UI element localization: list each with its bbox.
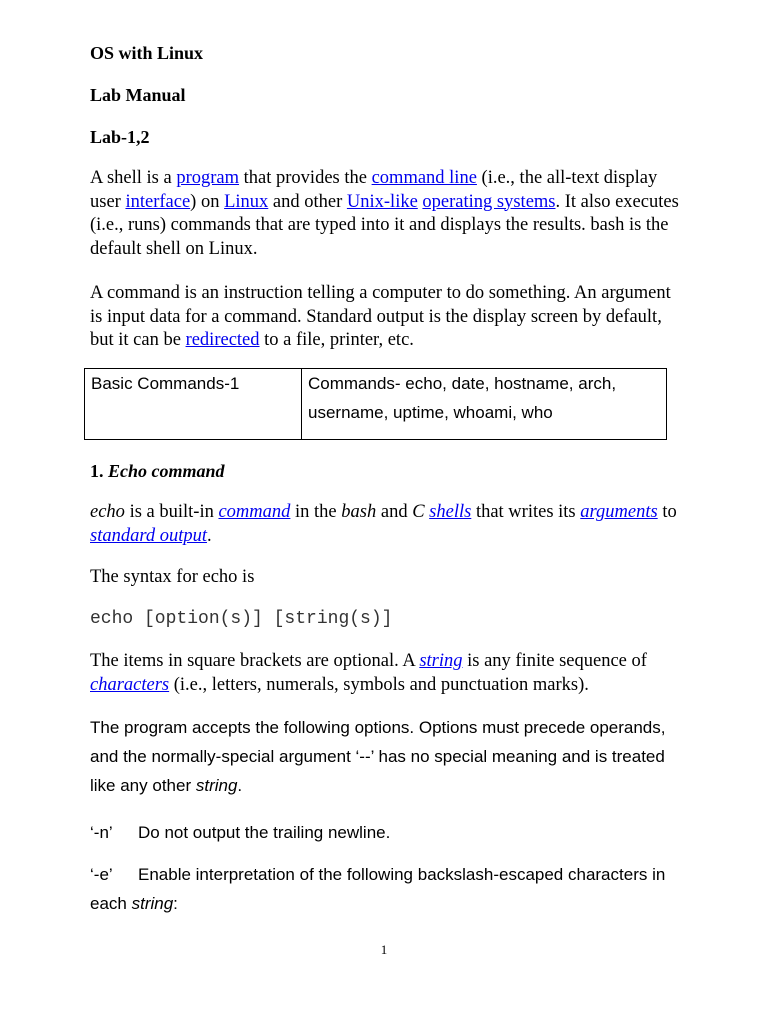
text-run: is a built-in bbox=[124, 502, 219, 522]
table-cell-commands: Commands- echo, date, hostname, arch, username, uptime, whoami, who bbox=[302, 369, 667, 440]
section-heading-echo bbox=[90, 460, 680, 482]
link-command[interactable]: command bbox=[218, 502, 291, 522]
link-program[interactable]: program bbox=[176, 168, 240, 188]
option-n-desc: Do not output the trailing newline. bbox=[138, 823, 391, 842]
option-e-desc: Enable interpretation of the following backslash-escaped characters in each bbox=[90, 865, 666, 913]
manual-title: Lab Manual bbox=[90, 85, 186, 105]
text-run: (i.e., letters, numerals, symbols and punctuation marks). bbox=[169, 674, 589, 695]
basic-commands-table bbox=[84, 368, 667, 440]
text-run: : bbox=[173, 894, 178, 913]
text-run: (i.e., the all-text display user bbox=[90, 168, 658, 212]
section-number: 1. bbox=[90, 461, 108, 481]
text-run: echo bbox=[90, 502, 125, 522]
link-command-line[interactable]: command line bbox=[371, 168, 477, 188]
text-run: is any finite sequence of bbox=[462, 651, 647, 671]
page-number: 1 bbox=[380, 942, 388, 957]
link-standard-output[interactable]: standard output bbox=[90, 525, 208, 546]
table-row bbox=[85, 369, 667, 440]
link-string[interactable]: string bbox=[419, 651, 463, 671]
text-run: . bbox=[237, 776, 243, 795]
text-run: A command is an instruction telling a computer to do something. An argument is input data for a command. Standard output is the display screen by default, but it can be bbox=[90, 283, 671, 350]
syntax-intro: The syntax for echo is bbox=[90, 567, 255, 587]
option-e-item bbox=[90, 860, 680, 918]
text-run: . bbox=[207, 525, 212, 546]
option-n-item bbox=[90, 818, 680, 847]
text-run: in the bbox=[290, 502, 342, 522]
text-run: . It also executes (i.e., runs) commands that are typed into it and displays the results. bash is the default shell on Linux. bbox=[90, 191, 679, 259]
text-run: that writes its bbox=[471, 502, 581, 522]
option-e-key: ‘-e’ bbox=[90, 865, 113, 884]
text-run: to bbox=[657, 502, 677, 522]
link-redirected[interactable]: redirected bbox=[185, 330, 260, 350]
link-arguments[interactable]: arguments bbox=[580, 502, 658, 522]
options-paragraph bbox=[90, 713, 680, 800]
syntax-code: echo [option(s)] [string(s)] bbox=[90, 609, 393, 629]
option-n-key: ‘-n’ bbox=[90, 823, 113, 842]
table-cell-category: Basic Commands-1 bbox=[85, 369, 302, 440]
text-run: C bbox=[412, 502, 425, 522]
text-run: and other bbox=[268, 191, 347, 212]
course-title: OS with Linux bbox=[90, 43, 204, 63]
command-paragraph bbox=[90, 282, 680, 353]
text-run: ) on bbox=[190, 191, 225, 212]
link-unix-like[interactable]: Unix-like bbox=[346, 191, 418, 212]
text-run: The program accepts the following options. Options must precede operands, and the normally-special argument ‘--’ has no special meaning and is treated like any other bbox=[90, 718, 666, 795]
link-shells[interactable]: shells bbox=[429, 502, 472, 522]
text-run: to a file, printer, etc. bbox=[259, 330, 414, 350]
link-operating-systems[interactable]: operating systems bbox=[422, 191, 556, 212]
text-run: string bbox=[131, 894, 174, 913]
echo-paragraph bbox=[90, 501, 680, 548]
text-run: that provides the bbox=[239, 168, 372, 188]
text-run: string bbox=[195, 776, 238, 795]
shell-paragraph bbox=[90, 167, 680, 261]
text-run: A shell is a bbox=[90, 168, 177, 188]
link-interface[interactable]: interface bbox=[125, 191, 191, 212]
link-linux[interactable]: Linux bbox=[224, 191, 269, 212]
section-title: Echo command bbox=[108, 461, 225, 481]
items-paragraph bbox=[90, 650, 680, 697]
text-run: and bbox=[376, 502, 413, 522]
text-run: The items in square brackets are optional. A bbox=[90, 651, 420, 671]
text-run: bash bbox=[341, 502, 377, 522]
lab-title: Lab-1,2 bbox=[90, 127, 150, 147]
link-characters[interactable]: characters bbox=[90, 674, 170, 695]
